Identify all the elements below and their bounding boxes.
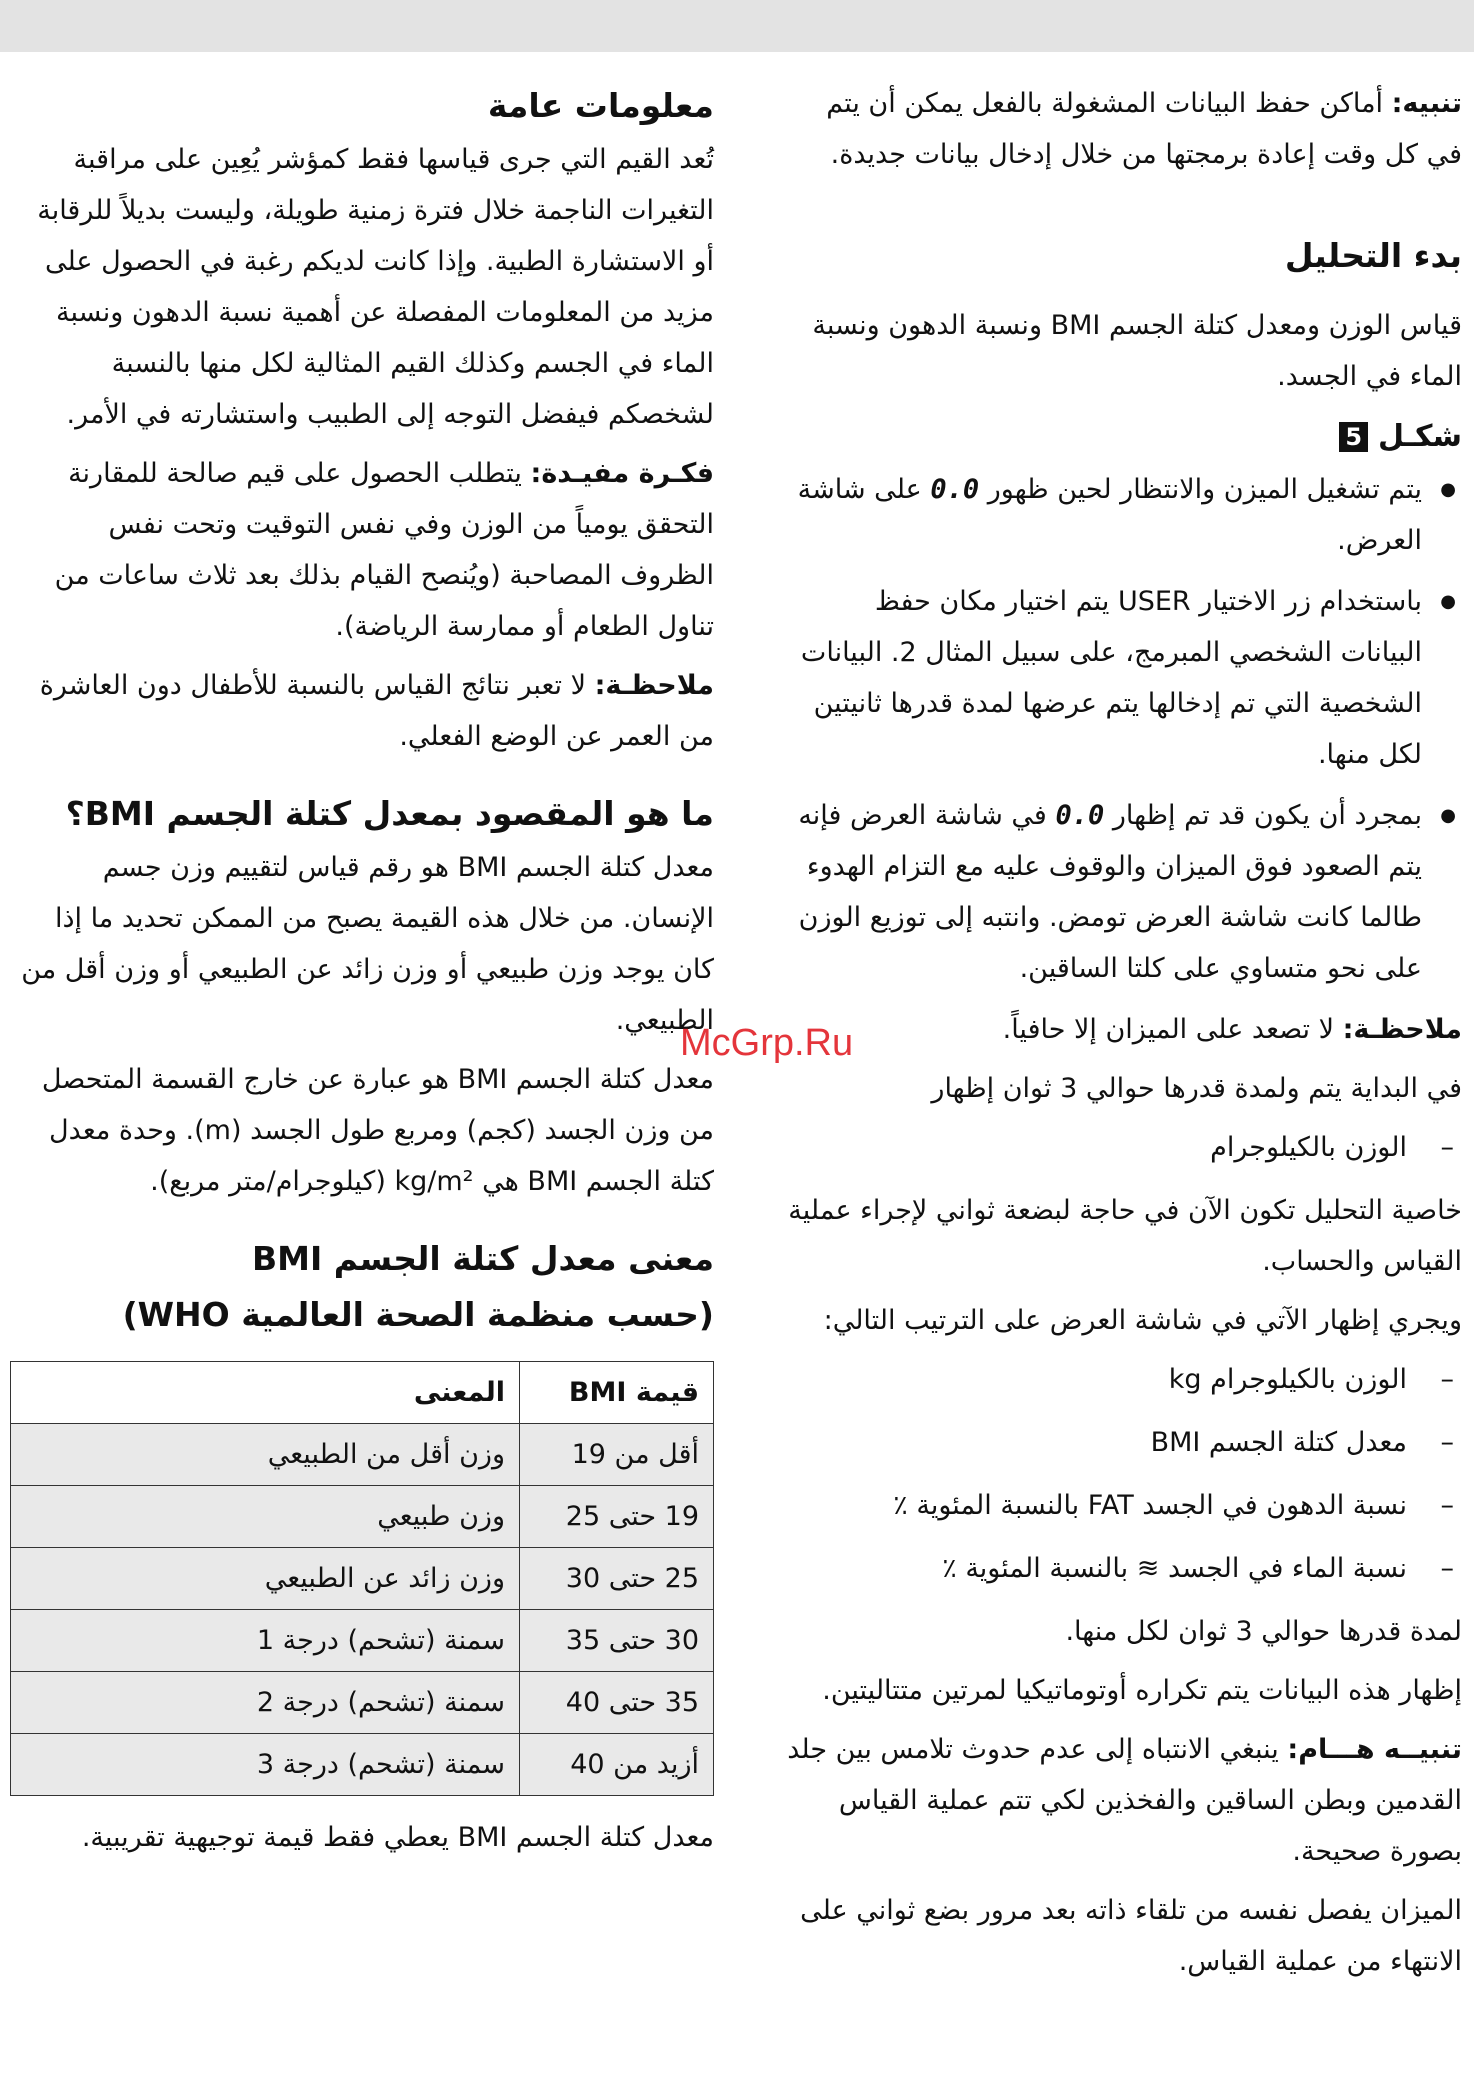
tip-text: يتطلب الحصول على قيم صالحة للمقارنة التحقق يومياً من الوزن وفي نفس التوقيت وتحت نفس الظروف المصاحبة (ويُنصح القيام بذلك بعد ثلاث ساعات من تناول الطعام أو ممارسة الرياضة).	[54, 458, 714, 642]
warning-label: تنبيه:	[1391, 88, 1462, 119]
table-row	[11, 1424, 714, 1486]
warning-text: أماكن حفظ البيانات المشغولة بالفعل يمكن أن يتم في كل وقت إعادة برمجتها من خلال إدخال بيانات جديدة.	[826, 88, 1462, 170]
meaning-cell: سمنة (تشحم) درجة 2	[11, 1672, 520, 1734]
bmi-table	[10, 1361, 714, 1796]
note-label: ملاحظـة:	[594, 670, 714, 701]
barefoot-note	[786, 1004, 1462, 1055]
step1-suffix: على شاشة العرض.	[797, 474, 1422, 556]
bmi-range-cell: أقل من 19	[520, 1424, 714, 1486]
start-analysis-heading: بدء التحليل	[1284, 236, 1462, 275]
left-column	[10, 78, 714, 1871]
important-paragraph	[786, 1724, 1462, 1877]
bmi-range-cell: 35 حتى 40	[520, 1672, 714, 1734]
warning-paragraph	[786, 78, 1462, 180]
table-row	[11, 1548, 714, 1610]
top-header-bar	[0, 0, 1474, 52]
table-row	[11, 1734, 714, 1796]
step3-prefix: بمجرد أن يكون قد تم إظهار	[1112, 800, 1422, 831]
meaning-cell: سمنة (تشحم) درجة 1	[11, 1610, 520, 1672]
table-row	[11, 1610, 714, 1672]
list-item: – الوزن بالكيلوجرام kg	[786, 1354, 1462, 1405]
duration-text: لمدة قدرها حوالي 3 ثوان لكل منها.	[1065, 1616, 1462, 1647]
watermark-text: McGrp.Ru	[680, 1022, 854, 1064]
step-item	[786, 464, 1462, 566]
bmi-range-cell: 30 حتى 35	[520, 1610, 714, 1672]
order-text: ويجري إظهار الآتي في شاشة العرض على الترتيب التالي:	[823, 1305, 1462, 1336]
list-item: – نسبة الدهون في الجسد FAT بالنسبة المئوية ٪	[786, 1480, 1462, 1531]
bmi-formula: معدل كتلة الجسم BMI هو عبارة عن خارج القسمة المتحصل من وزن الجسد (كجم) ومربع طول الجسد (m). وحدة معدل كتلة الجسم BMI هي kg/m² (كيلوجرام/متر مربع).	[41, 1064, 714, 1197]
display-zero-icon: 0.0	[1055, 800, 1105, 831]
bmi-range-cell: 19 حتى 25	[520, 1486, 714, 1548]
bmi-footer-text: معدل كتلة الجسم BMI يعطي فقط قيمة توجيهية تقريبية.	[81, 1822, 714, 1853]
bmi-definition: معدل كتلة الجسم BMI هو رقم قياس لتقييم وزن جسم الإنسان. من خلال هذه القيمة يصبح من الممكن تحديد ما إذا كان يوجد وزن طبيعي أو وزن زائد عن الطبيعي أو وزن أقل من الطبيعي.	[21, 852, 714, 1036]
step-item	[786, 790, 1462, 994]
initial-list	[786, 1122, 1462, 1173]
table-header-row	[11, 1362, 714, 1424]
general-info-text: تُعد القيم التي جرى قياسها فقط كمؤشر يُعِين على مراقبة التغيرات الناجمة خلال فترة زمنية طويلة، وليست بديلاً للرقابة أو الاستشارة الطبية. وإذا كانت لديكم رغبة في الحصول على مزيد من المعلومات المفصلة عن أهمية نسبة الدهون ونسبة الماء في الجسم وكذلك القيم المثالية لكل منها بالنسبة لشخصكم فيفضل التوجه إلى الطبيب واستشارته في الأمر.	[37, 144, 714, 430]
note-label: ملاحظـة:	[1342, 1014, 1462, 1045]
bmi-meaning-heading: معنى معدل كتلة الجسم BMI	[252, 1239, 714, 1278]
children-note	[10, 660, 714, 762]
figure-number: 5	[1339, 422, 1368, 452]
step1-text: يتم تشغيل الميزن والانتظار لحين ظهور	[987, 474, 1422, 505]
important-label: تنبيــه هـــام:	[1287, 1734, 1462, 1765]
figure-label	[786, 410, 1462, 464]
note-text: لا تعبر نتائج القياس بالنسبة للأطفال دون العاشرة من العمر عن الوضع الفعلي.	[39, 670, 714, 752]
important-text: ينبغي الانتباه إلى عدم حدوث تلامس بين جلد القدمين وبطن الساقين والفخذين لكي تتم عملية القياس بصورة صحيحة.	[787, 1734, 1462, 1867]
table-row	[11, 1672, 714, 1734]
auto-off-text: الميزان يفصل نفسه من تلقاء ذاته بعد مرور بضع ثواني على الانتهاء من عملية القياس.	[800, 1895, 1462, 1977]
step-item	[786, 576, 1462, 780]
order-list	[786, 1354, 1462, 1594]
column-header: قيمة BMI	[520, 1362, 714, 1424]
bmi-range-cell: أزيد من 40	[520, 1734, 714, 1796]
column-header: المعنى	[11, 1362, 520, 1424]
step3-text: في شاشة العرض فإنه يتم الصعود فوق الميزان والوقوف عليه مع التزام الهدوء طالما كانت شاشة العرض تومض. وانتبه إلى توزيع الوزن على نحو متساوي على كلتا الساقين.	[798, 800, 1422, 984]
steps-list	[786, 464, 1462, 994]
who-subheading: (حسب منظمة الصحة العالمية WHO)	[122, 1295, 714, 1334]
list-item: – الوزن بالكيلوجرام	[786, 1122, 1462, 1173]
display-zero-icon: 0.0	[930, 474, 980, 505]
start-analysis-text: قياس الوزن ومعدل كتلة الجسم BMI ونسبة الدهون ونسبة الماء في الجسد.	[812, 310, 1462, 392]
meaning-cell: وزن طبيعي	[11, 1486, 520, 1548]
tip-paragraph	[10, 448, 714, 652]
meaning-cell: سمنة (تشحم) درجة 3	[11, 1734, 520, 1796]
list-item: – نسبة الماء في الجسد ≋ بالنسبة المئوية ٪	[786, 1543, 1462, 1594]
repeat-text: إظهار هذه البيانات يتم تكراره أوتوماتيكيا لمرتين متتاليتين.	[822, 1675, 1462, 1706]
note-text: لا تصعد على الميزان إلا حافياً.	[1002, 1014, 1335, 1045]
general-info-heading: معلومات عامة	[487, 86, 714, 125]
bmi-range-cell: 25 حتى 30	[520, 1548, 714, 1610]
step2-text: باستخدام زر الاختيار USER يتم اختيار مكان حفظ البيانات الشخصي المبرمج، على سبيل المثال 2. البيانات الشخصية التي تم إدخالها يتم عرضها لمدة قدرها ثانيتين لكل منها.	[800, 586, 1422, 770]
meaning-cell: وزن زائد عن الطبيعي	[11, 1548, 520, 1610]
right-column	[786, 78, 1462, 1995]
list-item: – معدل كتلة الجسم BMI	[786, 1417, 1462, 1468]
initial-display-text: في البداية يتم ولمدة قدرها حوالي 3 ثوان إظهار	[931, 1073, 1462, 1104]
bmi-heading: ما هو المقصود بمعدل كتلة الجسم BMI؟	[65, 794, 714, 833]
meaning-cell: وزن أقل من الطبيعي	[11, 1424, 520, 1486]
table-row	[11, 1486, 714, 1548]
tip-label: فكـرة مفيـدة:	[530, 458, 714, 489]
figure-label-text: شكـل	[1378, 419, 1462, 454]
analysis-text: خاصية التحليل تكون الآن في حاجة لبضعة ثواني لإجراء عملية القياس والحساب.	[788, 1195, 1462, 1277]
